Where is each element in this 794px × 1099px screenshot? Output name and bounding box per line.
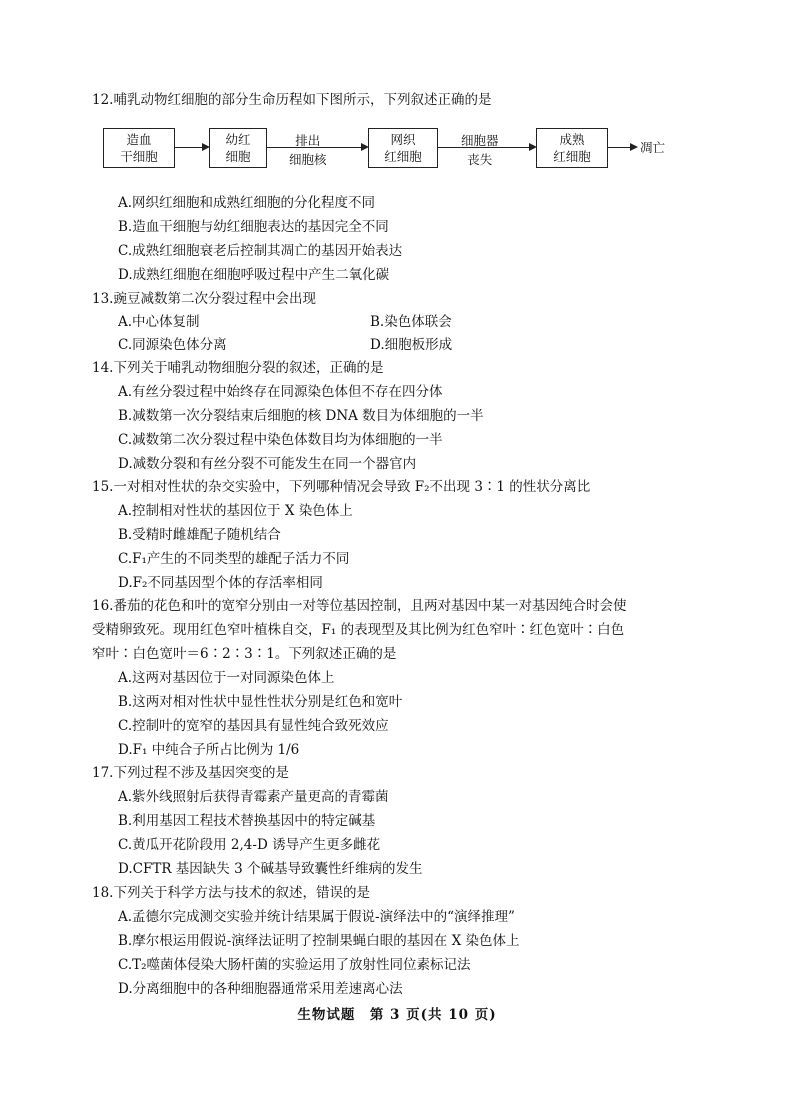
q16-option-c: C.控制叶的宽窄的基因具有显性纯合致死效应 — [118, 718, 389, 734]
q13-option-a: A.中心体复制 — [118, 314, 200, 330]
box-reticulocyte — [368, 128, 438, 168]
arrow2-label — [289, 132, 327, 168]
q18-option-c: C.T₂噬菌体侵染大肠杆菌的实验运用了放射性同位素标记法 — [118, 957, 471, 973]
q16-option-a: A.这两对基因位于一对同源染色体上 — [118, 670, 335, 686]
arrow-4 — [608, 147, 636, 148]
arrow-1 — [175, 147, 208, 148]
q18-option-b: B.摩尔根运用假说-演绎法证明了控制果蝇白眼的基因在 X 染色体上 — [118, 933, 520, 949]
box1-line2: 干细胞 — [120, 149, 158, 164]
q18-option-a: A.孟德尔完成测交实验并统计结果属于假说-演绎法中的“演绎推理” — [118, 909, 515, 925]
q12-option-c: C.成熟红细胞衰老后控制其凋亡的基因开始表达 — [118, 243, 403, 259]
q17-option-d: D.CFTR 基因缺失 3 个碱基导致囊性纤维病的发生 — [118, 861, 423, 877]
q17-option-a: A.紫外线照射后获得青霉素产量更高的青霉菌 — [118, 789, 389, 805]
arrow2-label-line2: 细胞核 — [289, 152, 327, 167]
q17-option-b: B.利用基因工程技术替换基因中的特定碱基 — [118, 813, 376, 829]
box1-line1: 造血 — [126, 132, 152, 147]
q12-option-a: A.网织红细胞和成熟红细胞的分化程度不同 — [118, 195, 376, 211]
q17-option-c: C.黄瓜开花阶段用 2,4-D 诱导产生更多雌花 — [118, 837, 381, 853]
q13-option-b: B.染色体联会 — [370, 314, 452, 330]
q14-option-c: C.减数第二次分裂过程中染色体数目均为体细胞的一半 — [118, 432, 443, 448]
q14-stem: 14.下列关于哺乳动物细胞分裂的叙述，正确的是 — [92, 360, 384, 376]
q16-stem-line3: 窄叶∶白色宽叶＝6∶2∶3∶1。下列叙述正确的是 — [92, 646, 397, 662]
q17-stem: 17.下列过程不涉及基因突变的是 — [92, 765, 289, 781]
box2-line1: 幼红 — [225, 132, 251, 147]
q18-option-d: D.分离细胞中的各种细胞器通常采用差速离心法 — [118, 981, 403, 997]
q12-flow-diagram — [103, 128, 703, 176]
q16-option-d: D.F₁ 中纯合子所占比例为 1/6 — [118, 742, 300, 758]
arrow3-label — [461, 132, 499, 168]
q15-stem: 15.一对相对性状的杂交实验中，下列哪种情况会导致 F₂不出现 3∶1 的性状分离比 — [92, 479, 591, 495]
q14-option-d: D.减数分裂和有丝分裂不可能发生在同一个器官内 — [118, 456, 417, 472]
q14-option-b: B.减数第一次分裂结束后细胞的核 DNA 数目为体细胞的一半 — [118, 408, 484, 424]
box2-line2: 细胞 — [225, 149, 251, 164]
q15-option-c: C.F₁产生的不同类型的雄配子活力不同 — [118, 551, 350, 567]
box-hematopoietic-stem-cell — [103, 128, 175, 168]
q15-option-a: A.控制相对性状的基因位于 X 染色体上 — [118, 503, 353, 519]
arrow2-label-line1: 排出 — [295, 133, 321, 148]
box3-line2: 红细胞 — [384, 149, 422, 164]
page-footer: 生物试题 第 3 页(共 10 页) — [297, 1007, 497, 1023]
q15-option-b: B.受精时雌雄配子随机结合 — [118, 527, 281, 543]
box-erythroblast — [209, 128, 267, 168]
q13-option-d: D.细胞板形成 — [370, 337, 453, 353]
q12-option-d: D.成熟红细胞在细胞呼吸过程中产生二氧化碳 — [118, 267, 390, 283]
q16-stem-line2: 受精卵致死。现用红色窄叶植株自交，F₁ 的表现型及其比例为红色窄叶∶红色宽叶∶白色 — [92, 622, 625, 638]
box3-line1: 网织 — [390, 132, 416, 147]
arrow3-label-line2: 丧失 — [467, 152, 493, 167]
end-label-apoptosis: 凋亡 — [640, 140, 666, 155]
q12-option-b: B.造血干细胞与幼红细胞表达的基因完全不同 — [118, 219, 389, 235]
box4-line2: 红细胞 — [553, 149, 591, 164]
q13-stem: 13.豌豆减数第二次分裂过程中会出现 — [92, 291, 316, 307]
q12-stem: 12.哺乳动物红细胞的部分生命历程如下图所示，下列叙述正确的是 — [92, 92, 492, 108]
arrow3-label-line1: 细胞器 — [461, 133, 499, 148]
q16-option-b: B.这两对相对性状中显性性状分别是红色和宽叶 — [118, 694, 403, 710]
q16-stem-line1: 16.番茄的花色和叶的宽窄分别由一对等位基因控制，且两对基因中某一对基因纯合时会使 — [92, 598, 627, 614]
box4-line1: 成熟 — [559, 132, 585, 147]
q14-option-a: A.有丝分裂过程中始终存在同源染色体但不存在四分体 — [118, 384, 443, 400]
q15-option-d: D.F₂不同基因型个体的存活率相同 — [118, 575, 323, 591]
q13-option-c: C.同源染色体分离 — [118, 337, 227, 353]
box-mature-red-cell — [536, 128, 608, 168]
q18-stem: 18.下列关于科学方法与技术的叙述，错误的是 — [92, 885, 370, 901]
